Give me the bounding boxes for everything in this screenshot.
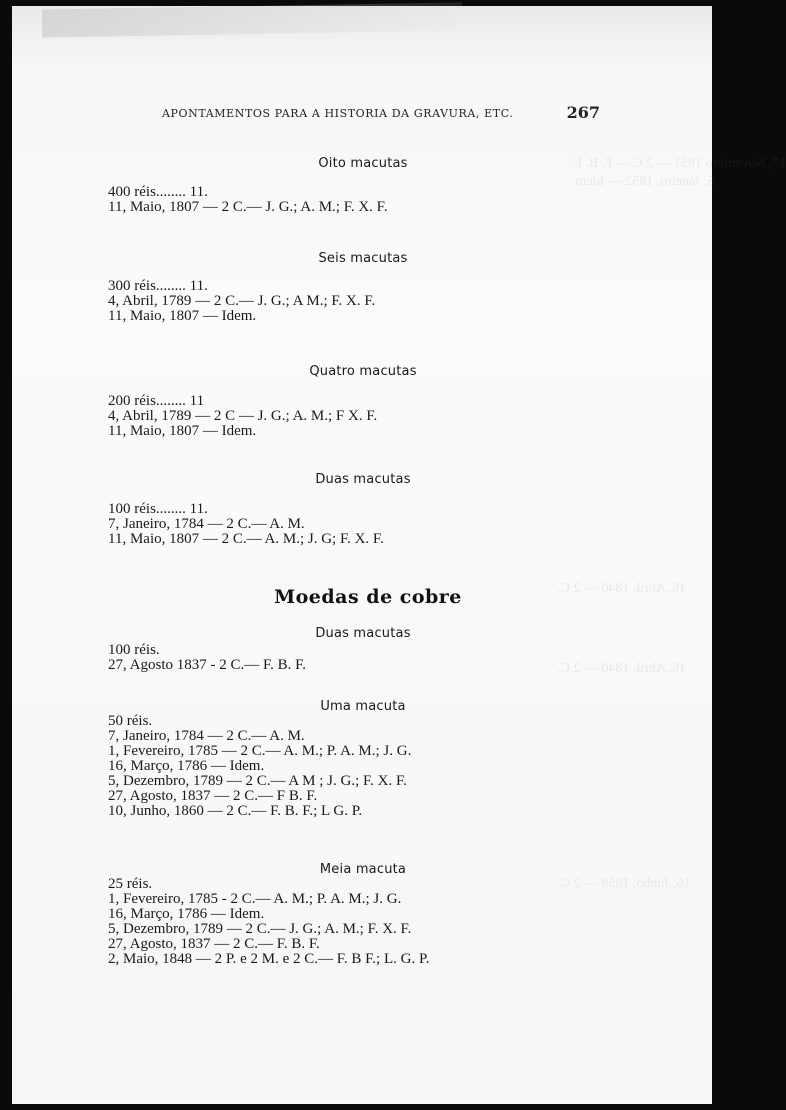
text-line: 400 réis........ 11. <box>108 184 208 200</box>
text-line: 11, Maio, 1807 — 2 C.— J. G.; A. M.; F. X. F. <box>108 199 388 215</box>
text-line: 50 réis. <box>108 713 153 729</box>
section-title: Duas macutas <box>315 472 411 487</box>
running-title: APONTAMENTOS PARA A HISTORIA DA GRAVURA, ETC. <box>162 107 514 120</box>
text-line: 7, Janeiro, 1784 — 2 C.— A. M. <box>108 728 305 744</box>
copper-section-meia-macuta <box>108 862 628 967</box>
text-line: 27, Agosto, 1837 — 2 C.— F B. F. <box>108 788 318 804</box>
section-quatro-macutas <box>108 364 628 439</box>
section-title: Meia macuta <box>319 862 407 877</box>
section-title: Oito macutas <box>318 156 408 171</box>
text-line: 100 réis........ 11. <box>108 501 208 517</box>
section-title: Quatro macutas <box>309 364 417 379</box>
section-title: Duas macutas <box>315 626 411 641</box>
copper-section-uma-macuta <box>108 699 628 819</box>
scanned-page <box>12 6 786 1104</box>
text-line: 4, Abril, 1789 — 2 C — J. G.; A. M.; F X. F. <box>108 408 378 424</box>
text-line: 5, Dezembro, 1789 — 2 C.— J. G.; A. M.; F. X. F. <box>108 921 412 937</box>
section-oito-macutas <box>108 156 628 215</box>
bleed-through: 5, Janeiro, 1852 — Idem. <box>572 174 715 189</box>
text-line: 300 réis........ 11. <box>108 278 208 294</box>
main-heading-block <box>108 586 628 608</box>
text-line: 4, Abril, 1789 — 2 C.— J. G.; A M.; F. X. F. <box>108 293 376 309</box>
bleed-through: 16, Abril, 1840 — 2 C. <box>557 581 687 596</box>
text-line: 1, Fevereiro, 1785 - 2 C.— A. M.; P. A. M.; J. G. <box>108 891 402 907</box>
text-line: 7, Janeiro, 1784 — 2 C.— A. M. <box>108 516 305 532</box>
section-title: Seis macutas <box>318 251 408 266</box>
text-line: 10, Junho, 1860 — 2 C.— F. B. F.; L G. P. <box>108 803 363 819</box>
text-line: 5, Dezembro, 1789 — 2 C.— A M ; J. G.; F. X. F. <box>108 773 407 789</box>
text-line: 16, Março, 1786 — Idem. <box>108 906 265 922</box>
main-heading: Moedas de cobre <box>274 586 462 608</box>
bleed-through: 16, Abril, 1840 — 2 C. <box>557 661 687 676</box>
section-title: Uma macuta <box>320 699 406 714</box>
text-line: 1, Fevereiro, 1785 — 2 C.— A. M.; P. A. M.; J. G. <box>108 743 412 759</box>
text-line: 11, Maio, 1807 — Idem. <box>108 308 257 324</box>
text-line: 100 réis. <box>108 642 160 658</box>
text-line: 16, Março, 1786 — Idem. <box>108 758 265 774</box>
text-line: 11, Maio, 1807 — 2 C.— A. M.; J. G; F. X. F. <box>108 531 384 547</box>
text-line: 2, Maio, 1848 — 2 P. e 2 M. e 2 C.— F. B F.; L. G. P. <box>108 951 430 967</box>
text-line: 27, Agosto, 1837 — 2 C.— F. B. F. <box>108 936 320 952</box>
text-line: 27, Agosto 1837 - 2 C.— F. B. F. <box>108 657 307 673</box>
bleed-through: 17, Novembro 1851 — 2 C.— F. B. F. <box>572 156 786 171</box>
bleed-through: 16, Junho, 1858 — 2 C. <box>557 876 691 891</box>
page-number: 267 <box>566 103 600 122</box>
section-seis-macutas <box>108 251 628 324</box>
text-line: 25 réis. <box>108 876 153 892</box>
text-line: 200 réis........ 11 <box>108 393 205 409</box>
text-line: 11, Maio, 1807 — Idem. <box>108 423 257 439</box>
section-duas-macutas <box>108 472 628 547</box>
copper-section-duas-macutas <box>108 626 628 673</box>
